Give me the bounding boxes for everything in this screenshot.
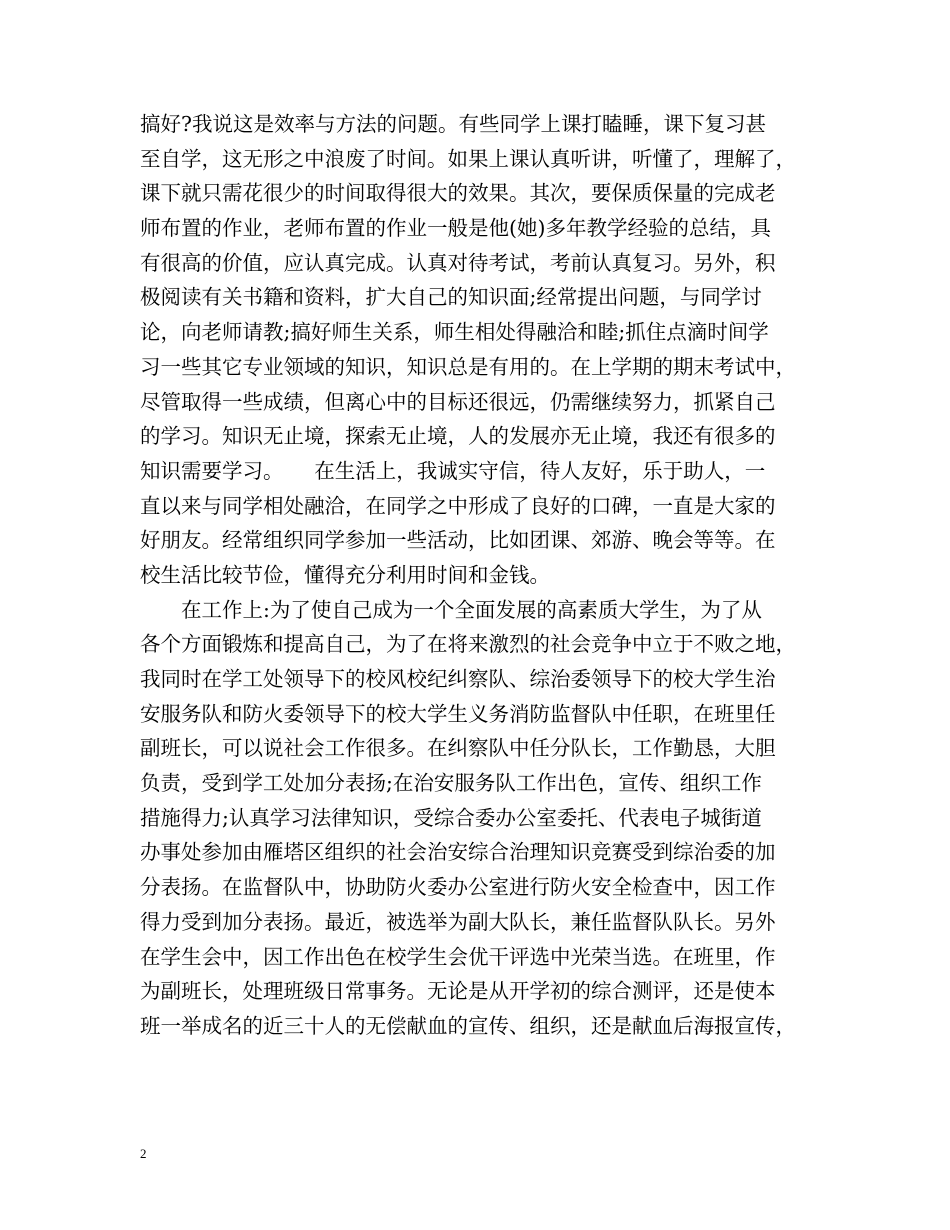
text-line: 为副班长，处理班级日常事务。无论是从开学初的综合测评，还是使本 [140,979,776,1004]
text-line: 班一举成名的近三十人的无偿献血的宣传、组织，还是献血后海报宣传， [140,1013,796,1038]
text-line: 得力受到加分表扬。最近，被选举为副大队长，兼任监督队队长。另外 [140,909,776,934]
document-body [140,107,820,1044]
text-line: 有很高的价值，应认真完成。认真对待考试，考前认真复习。另外，积 [140,250,776,275]
text-line: 在学生会中，因工作出色在校学生会优干评选中光荣当选。在班里，作 [140,944,776,969]
text-line: 安服务队和防火委领导下的校大学生义务消防监督队中任职，在班里任 [140,701,776,726]
text-line: 的学习。知识无止境，探索无止境，人的发展亦无止境，我还有很多的 [140,424,776,449]
text-line: 至自学，这无形之中浪废了时间。如果上课认真听讲，听懂了，理解了， [140,146,796,171]
text-line: 措施得力;认真学习法律知识，受综合委办公室委托、代表电子城街道 [140,805,762,830]
text-line: 师布置的作业，老师布置的作业一般是他(她)多年教学经验的总结，具 [140,216,771,241]
text-line: 在工作上:为了使自己成为一个全面发展的高素质大学生，为了从 [140,597,762,622]
text-line: 校生活比较节俭，懂得充分利用时间和金钱。 [140,562,550,587]
text-line: 论，向老师请教;搞好师生关系，师生相处得融洽和睦;抓住点滴时间学 [140,320,769,345]
page-number: 2 [140,1146,147,1161]
text-line: 办事处参加由雁塔区组织的社会治安综合治理知识竞赛受到综治委的加 [140,840,776,865]
text-line: 搞好?我说这是效率与方法的问题。有些同学上课打瞌睡，课下复习甚 [140,112,766,136]
text-line: 副班长，可以说社会工作很多。在纠察队中任分队长，工作勤恳，大胆 [140,736,776,761]
text-line: 好朋友。经常组织同学参加一些活动，比如团课、郊游、晚会等等。在 [140,528,776,553]
text-line: 尽管取得一些成绩，但离心中的目标还很远，仍需继续努力，抓紧自己 [140,389,776,414]
text-line: 我同时在学工处领导下的校风校纪纠察队、综治委领导下的校大学生治 [140,667,776,691]
text-line: 负责，受到学工处加分表扬;在治安服务队工作出色，宣传、组织工作 [140,771,762,796]
text-line: 直以来与同学相处融洽，在同学之中形成了良好的口碑，一直是大家的 [140,493,776,518]
text-line: 极阅读有关书籍和资料，扩大自己的知识面;经常提出问题，与同学讨 [140,285,762,310]
text-line: 课下就只需花很少的时间取得很大的效果。其次，要保质保量的完成老 [140,181,776,206]
text-line: 分表扬。在监督队中，协助防火委办公室进行防火安全检查中，因工作 [140,875,776,900]
text-line: 知识需要学习。 在生活上，我诚实守信，待人友好，乐于助人，一 [140,458,766,483]
text-line: 各个方面锻炼和提高自己，为了在将来激烈的社会竞争中立于不败之地， [140,632,796,657]
text-line: 习一些其它专业领域的知识，知识总是有用的。在上学期的期末考试中， [140,354,796,379]
